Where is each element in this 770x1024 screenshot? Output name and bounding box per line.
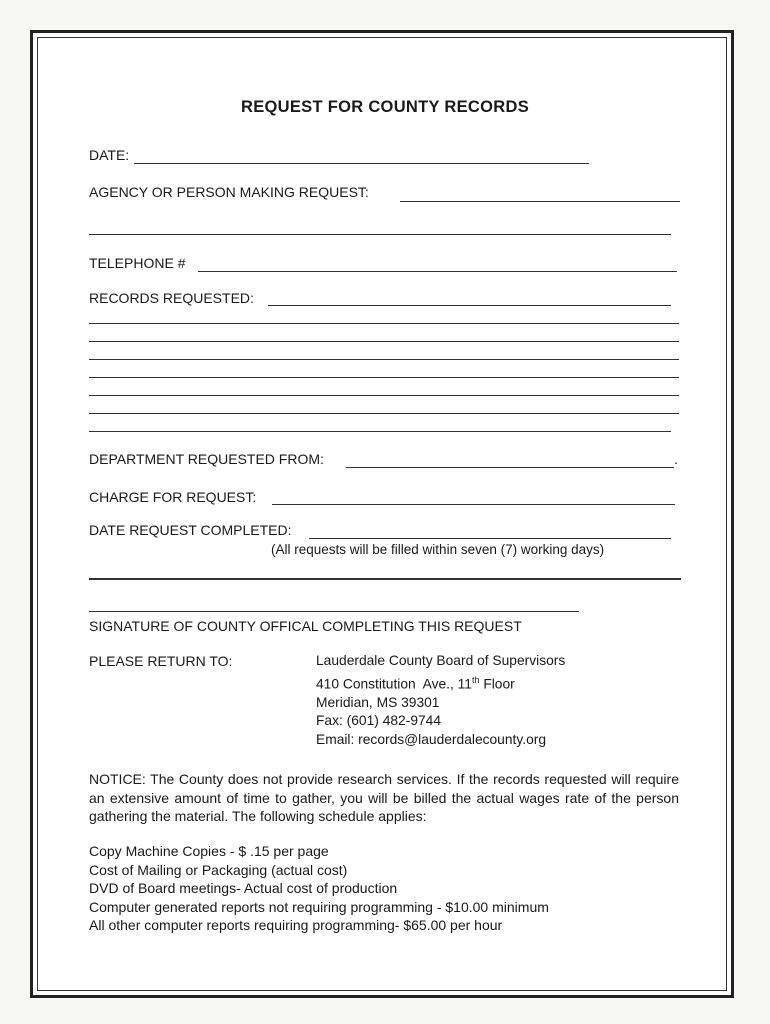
return-line-fax: Fax: (601) 482-9744: [316, 713, 442, 729]
agency-field-line[interactable]: [400, 201, 680, 202]
records-line-6[interactable]: [89, 413, 679, 414]
section-divider: [89, 578, 681, 580]
completed-field-line[interactable]: [309, 538, 671, 539]
completed-label: DATE REQUEST COMPLETED:: [89, 522, 292, 538]
telephone-label: TELEPHONE #: [89, 255, 186, 271]
return-label: PLEASE RETURN TO:: [89, 653, 233, 669]
return-line-email[interactable]: Email: records@lauderdalecounty.org: [316, 731, 547, 747]
date-label: DATE:: [89, 147, 130, 163]
records-line-3[interactable]: [89, 359, 679, 360]
notice-text: NOTICE: The County does not provide research services. If the records requested will require an extensive amount of time to gather, you will be billed the actual wages rate of the person gathering the material. The following schedule applies:: [89, 771, 679, 824]
signature-line[interactable]: [89, 611, 579, 612]
records-field-line[interactable]: [268, 305, 671, 306]
records-line-7[interactable]: [89, 431, 671, 432]
return-address: [316, 652, 565, 749]
fee-item: DVD of Board meetings- Actual cost of production: [89, 880, 398, 896]
fee-item: Cost of Mailing or Packaging (actual cost): [89, 861, 348, 878]
telephone-field-line[interactable]: [198, 271, 677, 272]
department-field-line[interactable]: [346, 467, 674, 468]
records-line-5[interactable]: [89, 395, 679, 396]
return-line-city: Meridian, MS 39301: [316, 694, 440, 710]
return-line-org: Lauderdale County Board of Supervisors: [316, 653, 566, 668]
fee-item: Computer generated reports not requiring programming - $10.00 minimum: [89, 898, 549, 915]
records-line-4[interactable]: [89, 377, 679, 378]
department-period: .: [674, 451, 678, 467]
return-line-street: 410 Constitution Ave., 11th Floor: [316, 674, 515, 692]
records-line-2[interactable]: [89, 341, 679, 342]
agency-label: AGENCY OR PERSON MAKING REQUEST:: [89, 184, 369, 200]
records-line-1[interactable]: [89, 323, 679, 324]
signature-label: SIGNATURE OF COUNTY OFFICAL COMPLETING THIS REQUEST: [89, 618, 522, 634]
charge-label: CHARGE FOR REQUEST:: [89, 489, 257, 505]
charge-field-line[interactable]: [272, 504, 675, 505]
department-label: DEPARTMENT REQUESTED FROM:: [89, 451, 324, 467]
completed-note: (All requests will be filled within seven (7) working days): [271, 542, 605, 557]
fee-item: All other computer reports requiring programming- $65.00 per hour: [89, 917, 503, 933]
form-title: REQUEST FOR COUNTY RECORDS: [240, 98, 530, 116]
agency-field-line-2[interactable]: [89, 234, 671, 235]
date-field-line[interactable]: [134, 163, 589, 164]
records-label: RECORDS REQUESTED:: [89, 290, 254, 306]
fee-schedule: [89, 842, 549, 935]
fee-item: Copy Machine Copies - $ .15 per page: [89, 843, 329, 859]
